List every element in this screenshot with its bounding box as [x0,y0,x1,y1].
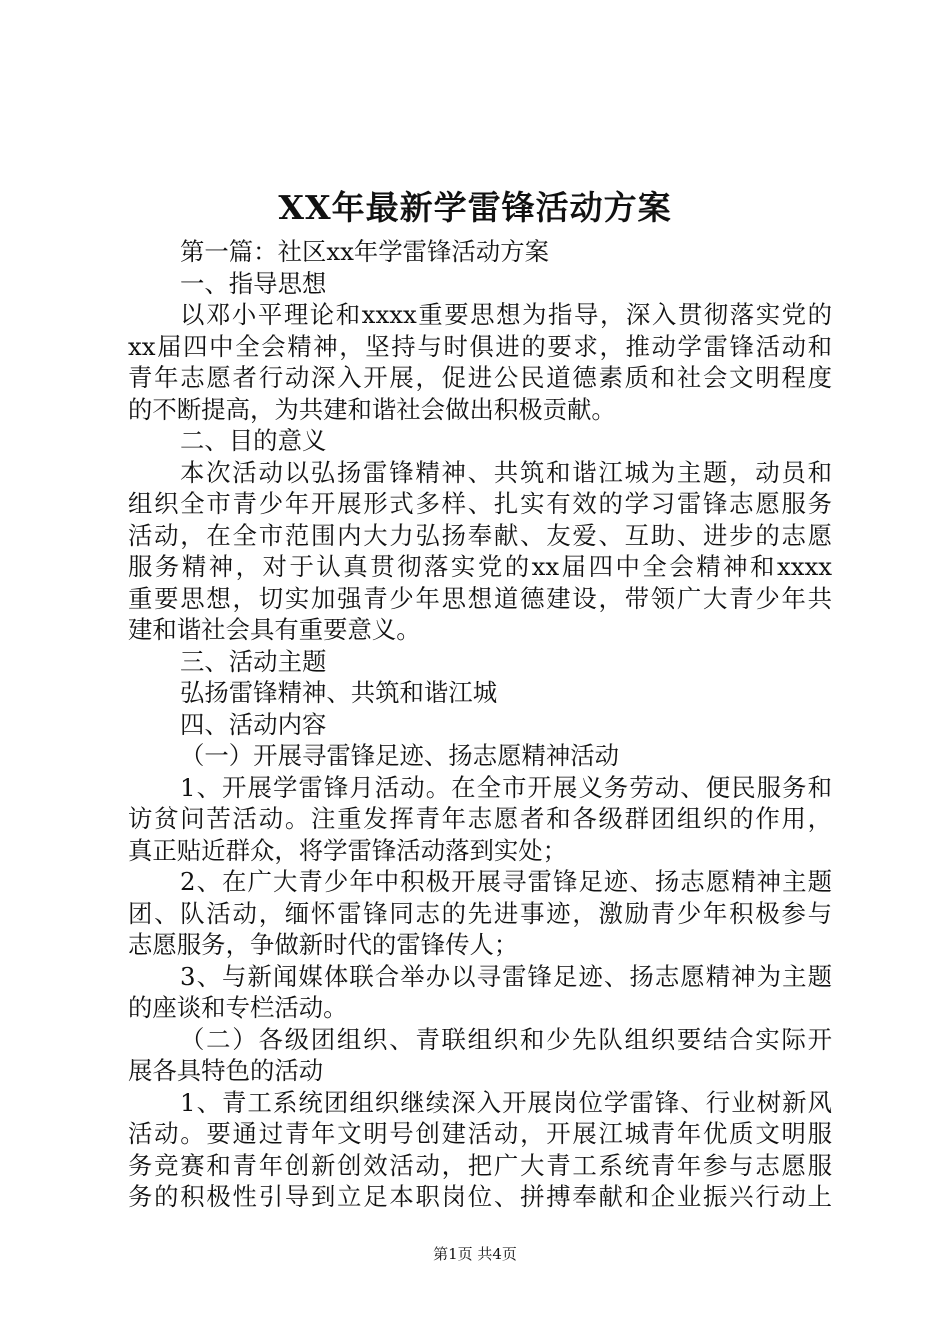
text-line: 重要思想，切实加强青少年思想道德建设，带领广大青少年共 [128,583,832,613]
text-line: 访贫问苦活动。注重发挥青年志愿者和各级群团组织的作用， [128,804,832,833]
text-line: xx届四中全会精神，坚持与时俱进的要求，推动学雷锋活动和 [128,331,832,361]
text-line: 2、在广大青少年中积极开展寻雷锋足迹、扬志愿精神主题 [180,867,832,896]
document-title: XX年最新学雷锋活动方案 [278,188,672,227]
text-line: 的座谈和专栏活动。 [128,993,348,1022]
text-line: 志愿服务，争做新时代的雷锋传人； [128,930,519,959]
text-line: 服务精神，对于认真贯彻落实党的xx届四中全会精神和xxxx [128,552,832,581]
text-line: （一）开展寻雷锋足迹、扬志愿精神活动 [180,741,620,770]
text-line: 活动，在全市范围内大力弘扬奉献、友爱、互助、进步的志愿 [128,520,832,550]
text-line: 真正贴近群众，将学雷锋活动落到实处； [128,835,568,865]
text-line: 一、指导思想 [180,268,327,298]
text-line: 弘扬雷锋精神、共筑和谐江城 [180,678,498,707]
document-body [128,236,832,1213]
text-line: 建和谐社会具有重要意义。 [128,615,421,644]
text-line: 青年志愿者行动深入开展，促进公民道德素质和社会文明程度 [128,363,832,392]
text-line: 1、青工系统团组织继续深入开展岗位学雷锋、行业树新风 [180,1087,832,1117]
text-line: 活动。要通过青年文明号创建活动，开展江城青年优质文明服 [128,1119,832,1148]
text-line: （二）各级团组织、青联组织和少先队组织要结合实际开 [180,1024,832,1054]
text-line: 务的积极性引导到立足本职岗位、拼搏奉献和企业振兴行动上 [128,1182,832,1211]
text-line: 务竞赛和青年创新创效活动，把广大青工系统青年参与志愿服 [128,1150,832,1180]
text-line: 三、活动主题 [180,646,327,676]
text-line: 的不断提高，为共建和谐社会做出积极贡献。 [128,394,616,424]
text-line: 3、与新闻媒体联合举办以寻雷锋足迹、扬志愿精神为主题 [180,961,832,991]
text-line: 展各具特色的活动 [128,1056,324,1085]
page-footer: 第1页 共4页 [433,1245,517,1263]
text-line: 1、开展学雷锋月活动。在全市开展义务劳动、便民服务和 [180,772,832,802]
text-line: 本次活动以弘扬雷锋精神、共筑和谐江城为主题，动员和 [180,457,832,487]
text-line: 第一篇：社区xx年学雷锋活动方案 [180,237,549,266]
text-line: 四、活动内容 [180,709,327,739]
text-line: 以邓小平理论和xxxx重要思想为指导，深入贯彻落实党的 [180,300,832,329]
text-line: 团、队活动，缅怀雷锋同志的先进事迹，激励青少年积极参与 [128,898,832,928]
text-line: 组织全市青少年开展形式多样、扎实有效的学习雷锋志愿服务 [128,489,832,518]
text-line: 二、目的意义 [180,426,327,455]
